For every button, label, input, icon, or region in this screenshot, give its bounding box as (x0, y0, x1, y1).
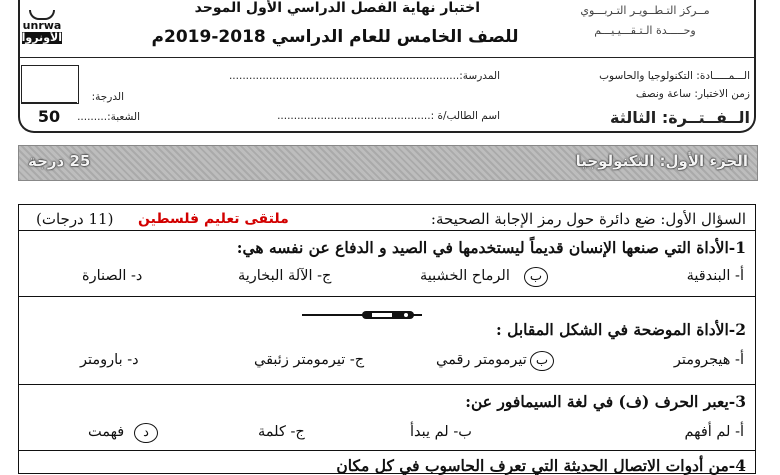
question-3-option-d-circle[interactable] (134, 423, 158, 443)
question-2-option-d[interactable]: د- بارومتر (80, 352, 139, 368)
question-1-stem: 1-الأداة التي صنعها الإنسان قديماً ليستخدمها في الصيد و الدفاع عن نفسه هي: (236, 238, 746, 257)
row-divider (18, 384, 756, 385)
exam-title: اختبار نهاية الفصل الدراسي الأول الموحد (194, 0, 480, 16)
row-divider (18, 450, 756, 451)
question-1-option-a[interactable]: أ- البندقية (686, 268, 744, 284)
digital-thermometer-icon (300, 311, 430, 319)
subject-field: الـــمـــــادة: التكنولوجيا والحاسوب (599, 70, 750, 82)
question1-instruction: السؤال الأول: ضع دائرة حول رمز الإجابة الصحيحة: (430, 210, 746, 228)
question-1-option-c[interactable]: ج- الآلة البخارية (238, 268, 332, 284)
grade-max: 50 (21, 102, 77, 131)
unrwa-en-text: unrwa (22, 19, 62, 32)
question-1-option-d[interactable]: د- الصنارة (82, 268, 143, 284)
org-name-line2: وحـــــدة الـتـقـــيـيـــم (594, 24, 696, 37)
question-3-option-c[interactable]: ج- كلمة (258, 424, 305, 440)
school-field: المدرسة:..................................................................... (228, 70, 500, 82)
question-3-option-d[interactable]: فهمت (88, 424, 125, 440)
section-field: الــفــتــرة: الثالثة (610, 108, 750, 127)
row-divider (18, 230, 756, 231)
question-1-option-b[interactable]: الرماح الخشبية (420, 268, 510, 284)
unrwa-ar-text: الأونروا (21, 31, 62, 44)
question-3-option-b[interactable]: ب- لم يبدأ (410, 424, 472, 440)
question-2-option-c[interactable]: ج- تيرمومتر زئبقي (254, 352, 365, 368)
row-divider (18, 296, 756, 297)
question-3-option-a[interactable]: أ- لم أفهم (684, 424, 744, 440)
unrwa-logo (22, 10, 62, 44)
question-1-option-b-circle[interactable] (524, 267, 548, 287)
part-score: 25 درجة (28, 152, 91, 170)
selected-answer-circle: ب (530, 351, 554, 371)
selected-answer-circle: ب (524, 267, 548, 287)
question1-marks: (11 درجات) (36, 210, 114, 228)
division-field: الشعبة:......... (77, 111, 140, 123)
grade-label: الدرجة: (91, 91, 124, 103)
duration-field: زمن الاختبار: ساعة ونصف (635, 88, 750, 100)
selected-answer-circle: د (134, 423, 158, 443)
org-name-line1: مــركز التـطــويـر التـربـــوي (580, 4, 710, 17)
question-4-stem: 4-من أدوات الاتصال الحديثة التي تعرف الحاسوب في كل مكان (336, 456, 746, 475)
student-name-field: اسم الطالب/ة :.............................................. (277, 110, 500, 122)
question-3-stem: 3-يعبر الحرف (ف) في لغة السيمافور عن: (465, 392, 746, 411)
grade-box (21, 65, 79, 104)
exam-grade-year: للصف الخامس للعام الدراسي 2018-2019م (151, 27, 519, 47)
header-divider (18, 57, 756, 58)
watermark-text: ملتقى تعليم فلسطين (138, 211, 289, 227)
part-title: الجزء الأول: التكنولوجيا (575, 152, 748, 170)
question-2-option-b[interactable]: تيرمومتر رقمي (436, 352, 527, 368)
question-2-option-b-circle[interactable] (530, 351, 554, 371)
question-2-option-a[interactable]: أ- هيجرومتر (673, 352, 744, 368)
question-2-stem: 2-الأداة الموضحة في الشكل المقابل : (496, 320, 746, 339)
